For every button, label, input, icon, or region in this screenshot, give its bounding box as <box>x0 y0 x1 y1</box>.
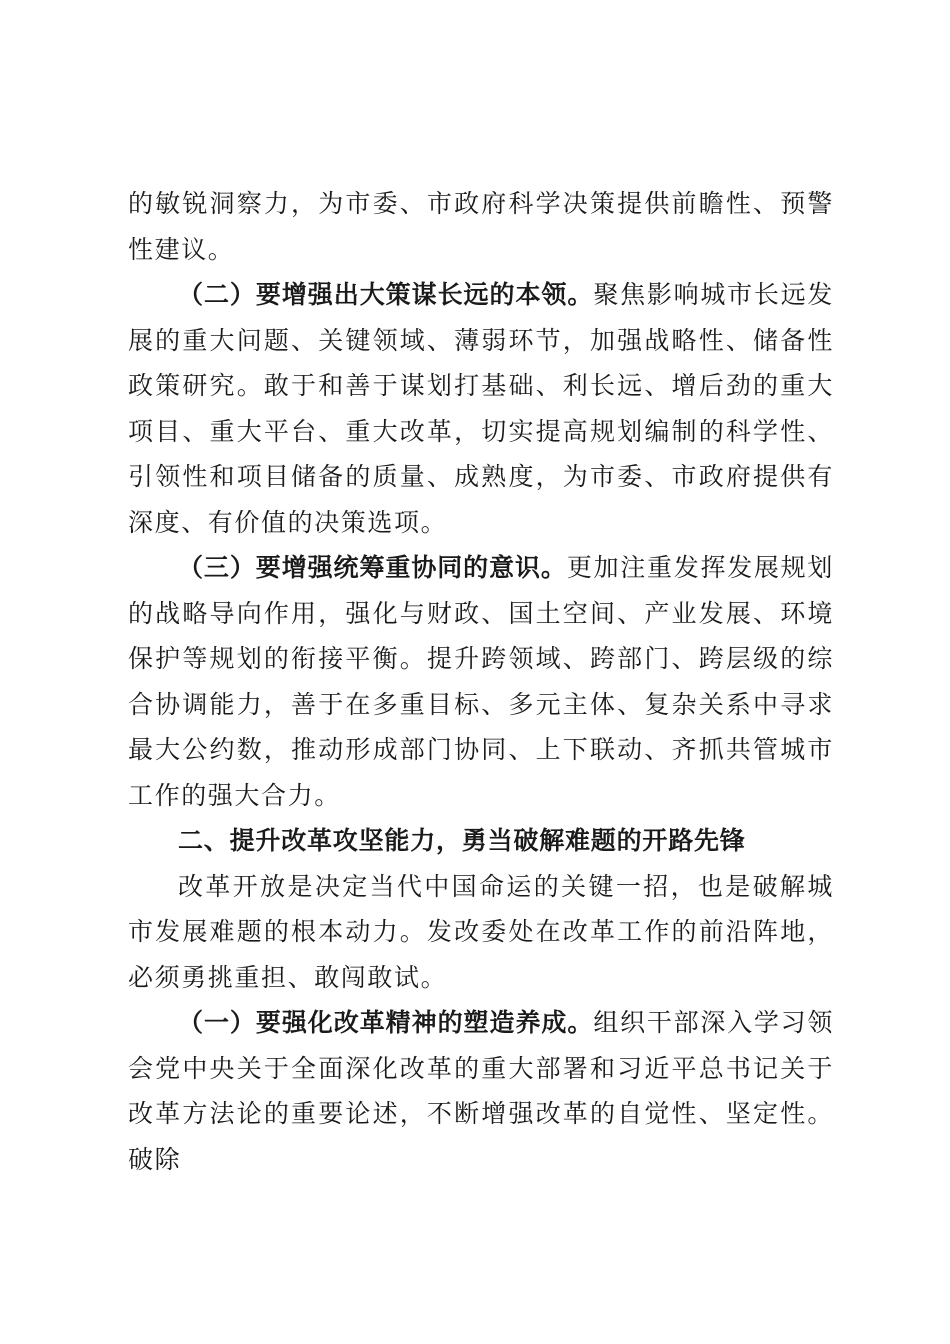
paragraph-lead: （一）要强化改革精神的塑造养成。 <box>178 1008 594 1037</box>
paragraph-subsection-3 <box>128 545 834 818</box>
document-body <box>128 181 834 1182</box>
paragraph-continuation <box>128 181 834 272</box>
paragraph-subsection-1 <box>128 1000 834 1182</box>
paragraph-lead: （二）要增强出大策谋长远的本领。 <box>178 280 594 309</box>
section-heading: 二、提升改革攻坚能力，勇当破解难题的开路先锋 <box>178 826 746 855</box>
paragraph-text: 的敏锐洞察力，为市委、市政府科学决策提供前瞻性、预警性建议。 <box>128 189 834 264</box>
paragraph-text: 组织干部深入学习领会党中央关于全面深化改革的重大部署和习近平总书记关于改革方法论的重要论述，不断增强改革的自觉性、坚定性。破除 <box>128 1008 834 1174</box>
paragraph-text: 聚焦影响城市长远发展的重大问题、关键领域、薄弱环节，加强战略性、储备性政策研究。敢于和善于谋划打基础、利长远、增后劲的重大项目、重大平台、重大改革，切实提高规划编制的科学性、引领性和项目储备的质量、成熟度，为市委、市政府提供有深度、有价值的决策选项。 <box>128 280 834 537</box>
paragraph-text: 更加注重发挥发展规划的战略导向作用，强化与财政、国土空间、产业发展、环境保护等规划的衔接平衡。提升跨领域、跨部门、跨层级的综合协调能力，善于在多重目标、多元主体、复杂关系中寻求最大公约数，推动形成部门协同、上下联动、齐抓共管城市工作的强大合力。 <box>128 553 834 810</box>
paragraph-lead: （三）要增强统筹重协同的意识。 <box>178 553 567 582</box>
paragraph-subsection-2 <box>128 272 834 545</box>
section-intro: 改革开放是决定当代中国命运的关键一招，也是破解城市发展难题的根本动力。发改委处在改革工作的前沿阵地，必须勇挑重担、敢闯敢试。 <box>128 871 834 992</box>
